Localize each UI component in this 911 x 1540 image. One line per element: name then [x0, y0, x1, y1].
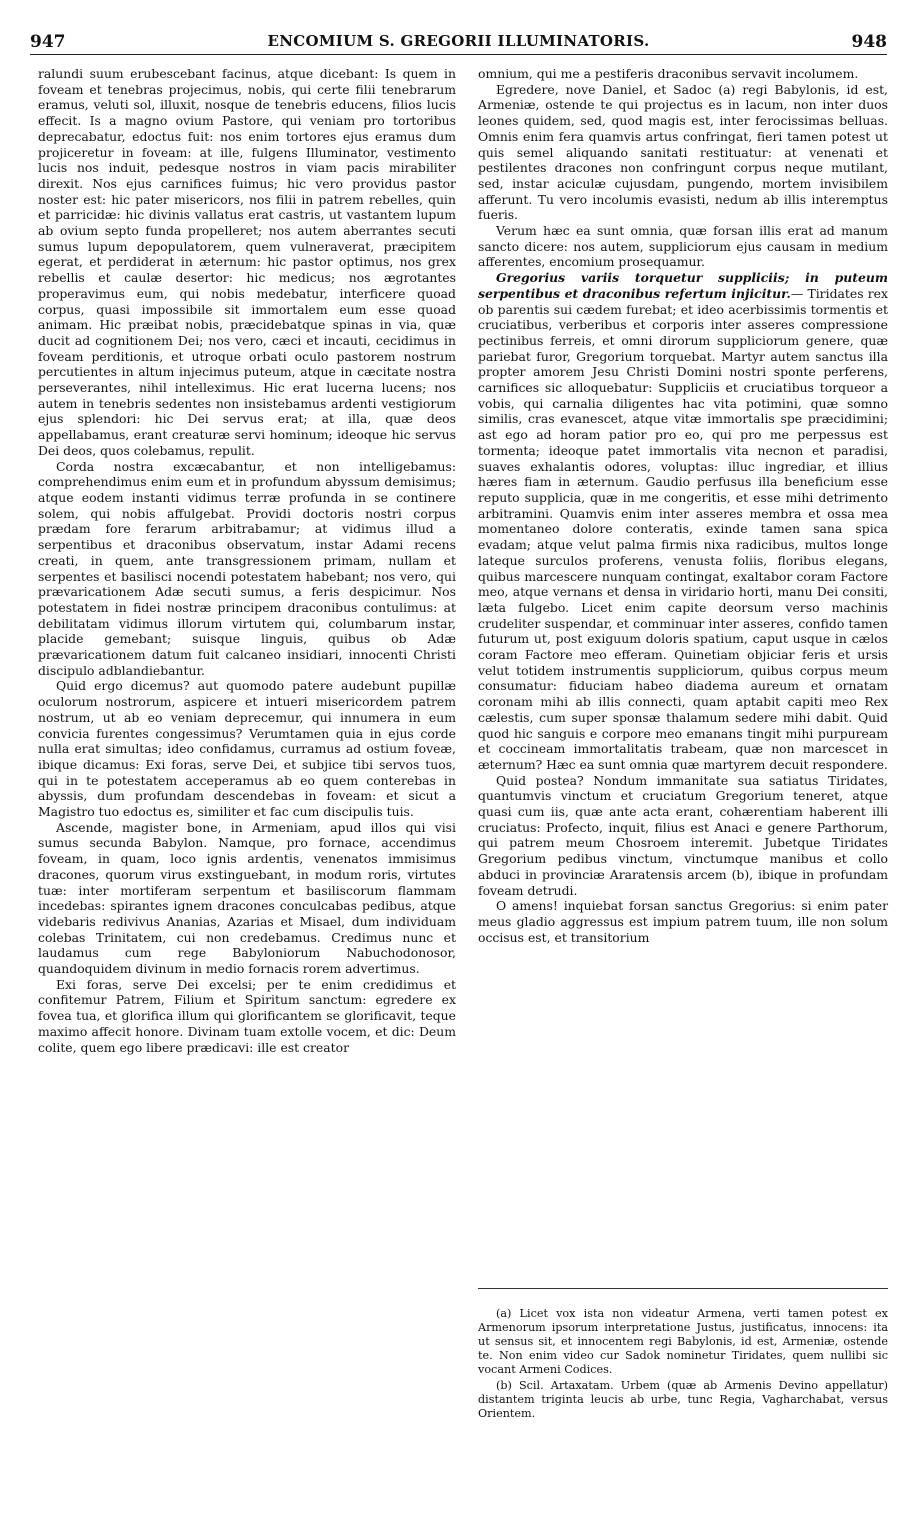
running-title: ENCOMIUM S. GREGORII ILLUMINATORIS.	[267, 32, 650, 50]
paragraph: ralundi suum erubescebant facinus, atque dicebant: Is quem in foveam et tenebras projecimus, nobis, qui certe filii tenebrarum eramus, veluti sol, illuxit, nosque de tenebris educens, filios lucis effecit. Is a magno ovium Pastore, qui veniam pro tortoribus deprecabatur, edoctus fuit: nos enim tortores ejus eramus dum projiceretur in foveam: at ille, fulgens Illuminator, vestimento lucis nos induit, pedesque nostros in viam pacis mirabiliter direxit. Nos ejus carnifices fuimus; hic vero providus pastor noster est: hic pater misericors, nos filii in patrem rebelles, quin et parricidæ: hic divinis vallatus erat castris, ut vastantem lupum ab ovium septo funda propelleret; nos autem aberrantes secuti sumus lupum depopulatorem, quem vulneraverat, præcipitem egerat, et perdiderat in æternum: hic pastor optimus, nos grex rebellis et caulæ desertor: hic medicus; nos ægrotantes properavimus eum, qui nobis medebatur, interficere quoad corpus, quasi impossibile sit immortalem eum esse quoad animam. Hic præibat nobis, præcidebatque spinas in via, quæ ducit ad cognitionem Dei; nos vero, cæci et incauti, cecidimus in foveam perditionis, et utroque orbati oculo pastorem nostrum percutientes in altum injecimus puteum, atque in cæcitate nostra perseverantes, nihil intelleximus. Hic erat lucerna lucens; nos autem in tenebris sedentes non insistebamus ardenti vestigiorum ejus splendori: hic Dei servus erat; at illa, quæ deos appellabamus, erant creaturæ servi hominum; ideoque hic servus Dei deos, quos colebamus, repulit.	[38, 66, 456, 458]
paragraph: omnium, qui me a pestiferis draconibus servavit incolumem.	[478, 66, 859, 81]
paragraph: Ascende, magister bone, in Armeniam, apud illos qui visi sumus secunda Babylon. Namque, pro fornace, accendimus foveam, in quam, loco ignis ardentis, venenatos immisimus dracones, quorum virus exstinguebant, in modum roris, virtutes tuæ: inter mortiferam serpentum et basiliscorum flammam incedebas: spirantes ignem dracones conculcabas pedibus, atque videbaris redivivus Ananias, Azarias et Misael, dum individuam colebas Trinitatem, cui non credebamus. Credimus nunc et laudamus cum rege Babyloniorum Nabuchodonosor, quandoquidem divinum in medio fornacis rorem advertimus.	[38, 819, 456, 977]
left-page-number: 947	[30, 32, 66, 52]
paragraph-with-argument	[478, 270, 888, 773]
footnotes	[478, 1288, 888, 1423]
paragraph: Verum hæc ea sunt omnia, quæ forsan illis erat ad manum sancto dicere: nos autem, suppliciorum ejus causam in medium afferentes, encomium prosequamur.	[478, 223, 888, 270]
footnote: (b) Scil. Artaxatam. Urbem (quæ ab Armenis Devino appellatur) distantem triginta leucis ab urbe, tunc Regia, Vagharchabat, versus Orientem.	[478, 1379, 888, 1420]
paragraph: O amens! inquiebat forsan sanctus Gregorius: si enim pater meus gladio aggressus est impium patrem tuum, ille non solum occisus est, et transitorium	[478, 898, 888, 945]
paragraph: Egredere, nove Daniel, et Sadoc (a) regi Babylonis, id est, Armeniæ, ostende te qui projectus es in lacum, non inter duos leones quidem, sed, quod magis est, inter ferocissimas belluas. Omnis enim fera quamvis artus confringat, fieri tamen potest ut quis semel aliquando sanitati restituatur: at venenati et pestilentes dracones non confringunt corpus neque mutilant, sed, instar aciculæ cujusdam, pungendo, mortem invisibilem afferunt. Tu vero incolumis evasisti, nedum ab illis interemptus fueris.	[478, 81, 888, 223]
paragraph: Quid ergo dicemus? aut quomodo patere audebunt pupillæ oculorum nostrorum, aspicere et intueri misericordem patrem nostrum, ut ab eo veniam deprecemur, qui innumera in eum convicia furentes congessimus? Verumtamen quia in ejus corde nulla erat simultas; ideo confidamus, curramus ad ostium foveæ, ibique dicamus: Exi foras, serve Dei, et subjice tibi servos tuos, qui in te potestatem acceperamus ab eo quem conterebas in abyssis, dum profundam descendebas in foveam: et sicut a Magistro tuo edoctus es, similiter et fac cum discipulis tuis.	[38, 678, 456, 820]
section-argument: Gregorius variis torquetur suppliciis; in puteum serpentibus et draconibus refertum injicitur.	[478, 270, 888, 301]
paragraph: Exi foras, serve Dei excelsi; per te enim credidimus et confitemur Patrem, Filium et Spiritum sanctum: egredere ex fovea tua, et glorifica illum qui glorificantem se glorificavit, teque maximo affecit honore. Divinam tuam extolle vocem, et dic: Deum colite, quem ego libere prædicavi: ille est creator	[38, 976, 456, 1055]
footnote: (a) Licet vox ista non videatur Armena, verti tamen potest ex Armenorum ipsorum interpretatione Justus, justificatus, innocens: ita ut sensus sit, et innocentem regi Babylonis, id est, Armeniæ, ostende te. Non enim video cur Sadok nominetur Tiridates, quem nullibi sic vocant Armeni Codices.	[478, 1307, 888, 1376]
paragraph-text: — Tiridates rex ob parentis sui cædem furebat; et ideo acerbissimis tormentis et cruciatibus, verberibus et corporis inter asseres compressione pectinibus ferreis, et omni dirorum suppliciorum genere, quæ pariebat furor, Gregorium torquebat. Martyr autem sanctus illa propter amorem Jesu Christi Domini nostri sponte perferens, carnifices sic alloquebatur: Suppliciis et cruciatibus torqueor a vobis, qui carnalia diligentes hac vita potimini, quæ somno similis, cras evanescet, atque vitæ immortalis spe præcidimini; ast ego ad horam patior pro eo, qui pro me perpessus est tormenta; ideoque patet immortalis vita necnon et paradisi, suaves exhalantis odores, voluptas: illuc ingrediar, et illius hæres fiam in æternum. Gaudio perfusus illa beneficium esse reputo supplicia, quæ in me congeritis, et esse mihi detrimento arbitramini. Quamvis enim inter asseres membra et ossa mea momentaneo dolore conteratis, exinde tamen sana spica evadam; atque velut palma firmis nixa radicibus, multos longe lateque surculos proferens, venusta foliis, floribus elegans, quibus marcescere nunquam contingat, exaltabor coram Factore meo, atque vernans et densa in viridario horti, manu Dei consiti, læta fulgebo. Licet enim capite deorsum verso machinis crudeliter suspendar, et comminuar inter asseres, confido tamen futurum ut, post exiguum doloris spatium, caput usque in cælos coram Factore meo efferam. Quinetiam objiciar feris et ursis velut totidem instrumentis suppliciorum, quibus corpus meum consumatur: fiduciam habeo diadema aureum et ornatam coronam mihi ab illis connecti, quam aptabit capiti meo Rex cælestis, cum super sponsæ thalamum sedere mihi dabit. Quid quod hic sanguis e corpore meo emanans tingit mihi purpuream et coccineam immortalitatis trabeam, quæ non marcescet in æternum? Hæc ea sunt omnia quæ martyrem decuit respondere.	[478, 285, 888, 772]
left-column	[38, 66, 456, 1055]
right-column	[478, 66, 888, 945]
right-page-number: 948	[851, 32, 887, 52]
page-header	[30, 32, 887, 55]
paragraph: Corda nostra excæcabantur, et non intelligebamus: comprehendimus enim eum et in profundum abyssum demisimus; atque eodem instanti vidimus terræ profunda in se continere solem, qui nobis affulgebat. Providi doctoris nostri corpus prædam fore ferarum arbitrabamur; at vidimus illud a serpentibus et draconibus observatum, instar Adami recens creati, in quem, ante transgressionem primam, nullam et serpentes et basilisci nocendi potestatem habebant; nos vero, qui prævaricationem Adæ secuti sumus, a feris despicimur. Nos potestatem in fidei nostræ principem draconibus contulimus: at debilitatam vidimus illorum virtutem qui, columbarum instar, placide gemebant; suisque linguis, quibus ob Adæ prævaricationem datum fuit calcaneo insidiari, innocenti Christi discipulo adblandiebantur.	[38, 458, 456, 678]
paragraph: Quid postea? Nondum immanitate sua satiatus Tiridates, quantumvis vinctum et cruciatum Gregorium teneret, atque quasi cum iis, quæ ante acta erant, cohærentiam haberent illi cruciatus: Profecto, inquit, filius est Anaci e genere Parthorum, qui patrem meum Chosroem interemit. Jubetque Tiridates Gregorium pedibus vinctum, vinctumque manibus et collo abduci in provinciæ Araratensis arcem (b), ibique in profundam foveam detrudi.	[478, 772, 888, 898]
